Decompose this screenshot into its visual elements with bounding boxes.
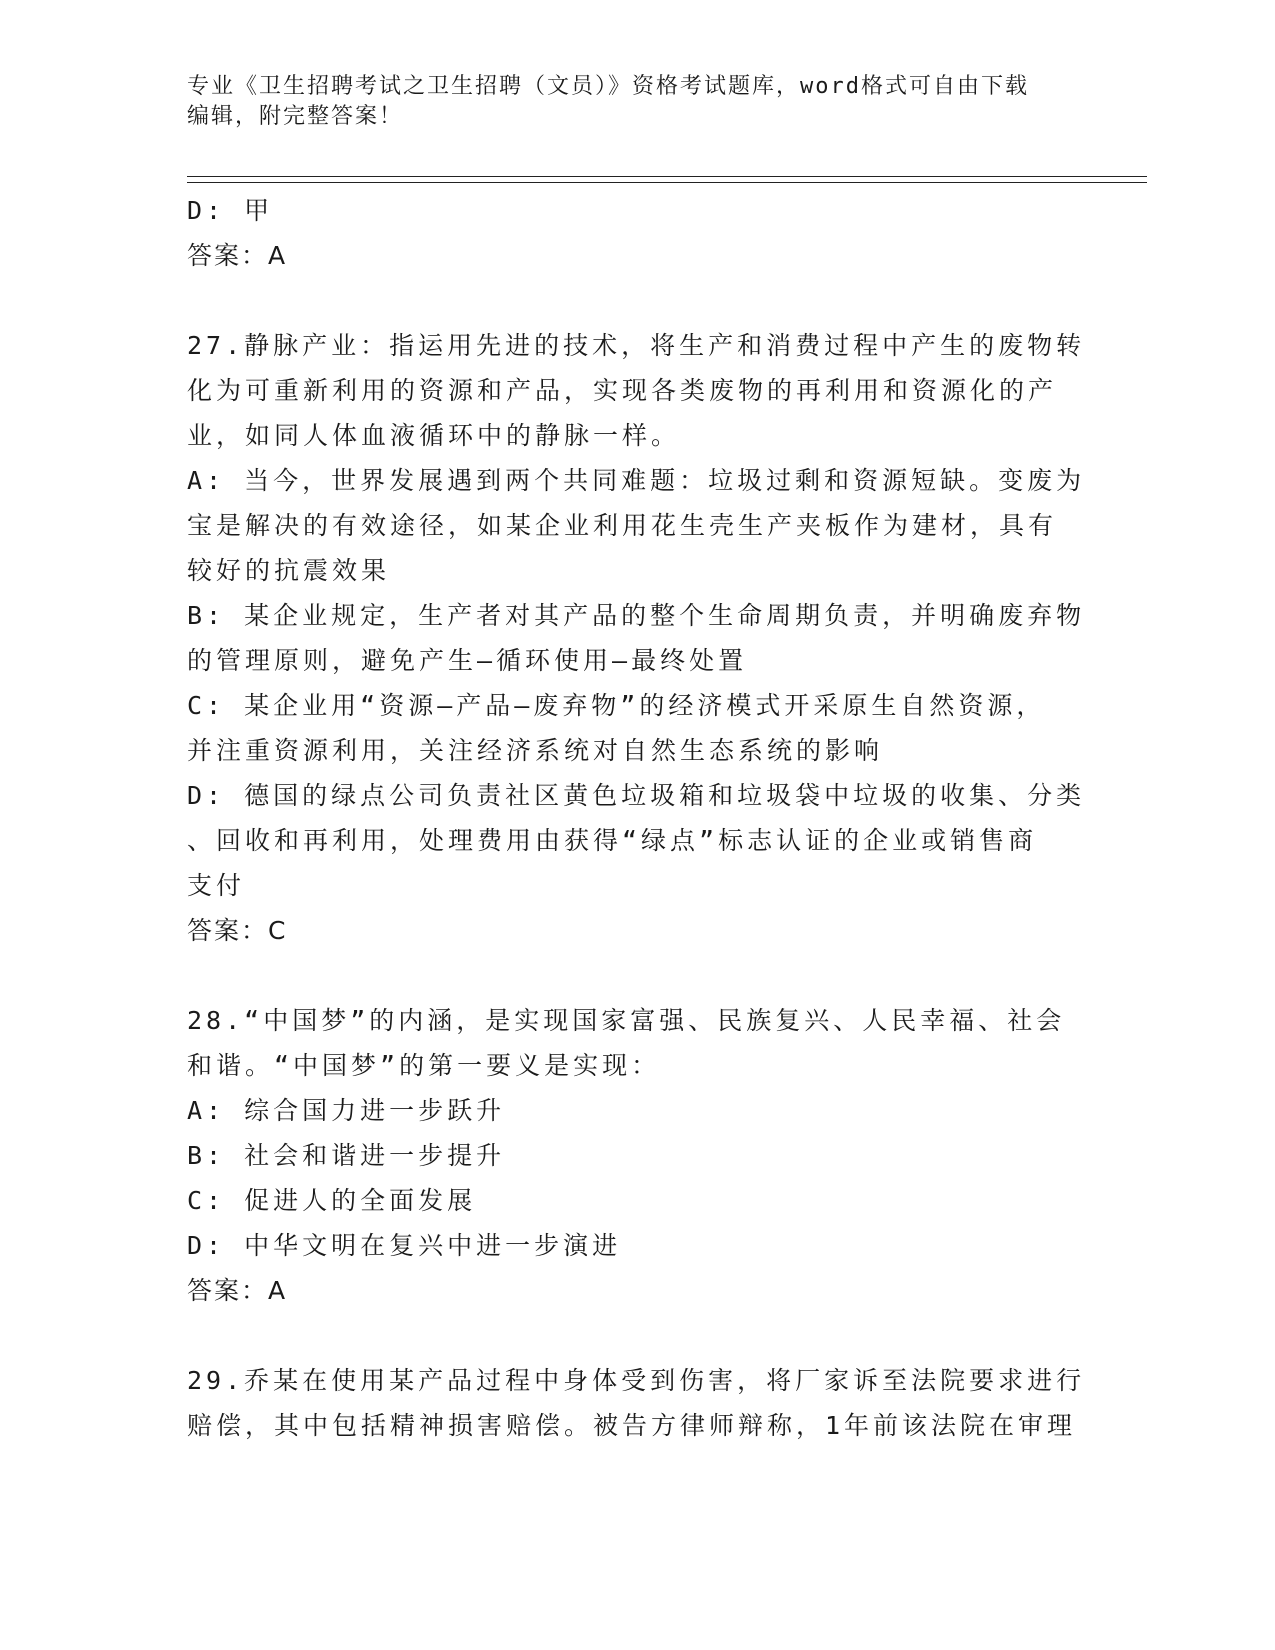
option-a-line: 较好的抗震效果 [187,556,391,585]
option-d: D: 甲 [187,196,274,225]
header-line-1: 专业《卫生招聘考试之卫生招聘（文员）》资格考试题库，word格式可自由下载 [187,74,1029,99]
question-28 [187,998,1087,1313]
option-a-line: A: 当今，世界发展遇到两个共同难题：垃圾过剩和资源短缺。变废为 [187,466,1086,495]
question-stem-line: 28.“中国梦”的内涵，是实现国家富强、民族复兴、人民幸福、社会 [187,1006,1066,1035]
option-a: A: 综合国力进一步跃升 [187,1096,506,1125]
question-27 [187,323,1087,953]
option-b-line: B: 某企业规定，生产者对其产品的整个生命周期负责，并明确废弃物 [187,601,1086,630]
option-d-line: D: 德国的绿点公司负责社区黄色垃圾箱和垃圾袋中垃圾的收集、分类 [187,781,1086,810]
option-c-line: 并注重资源利用，关注经济系统对自然生态系统的影响 [187,736,884,765]
question-spacer [187,1313,1087,1358]
question-spacer [187,953,1087,998]
question-29 [187,1358,1087,1448]
option-d: D: 中华文明在复兴中进一步演进 [187,1231,622,1260]
header-line-2: 编辑，附完整答案！ [187,104,404,129]
answer: 答案：A [187,241,288,270]
question-stem-line: 化为可重新利用的资源和产品，实现各类废物的再利用和资源化的产 [187,376,1058,405]
question-spacer [187,278,1087,323]
option-b: B: 社会和谐进一步提升 [187,1141,506,1170]
option-a-line: 宝是解决的有效途径，如某企业利用花生壳生产夹板作为建材，具有 [187,511,1058,540]
document-header [187,72,1087,132]
option-c: C: 促进人的全面发展 [187,1186,477,1215]
question-stem-line: 27.静脉产业：指运用先进的技术，将生产和消费过程中产生的废物转 [187,331,1086,360]
document-body [187,188,1087,1448]
option-d-line: 支付 [187,871,246,900]
answer: 答案：C [187,916,288,945]
option-d-line: 、回收和再利用，处理费用由获得“绿点”标志认证的企业或销售商 [187,826,1038,855]
header-rule-top [187,176,1147,177]
question-stem-line: 赔偿，其中包括精神损害赔偿。被告方律师辩称，1年前该法院在审理 [187,1411,1077,1440]
question-stem-line: 29.乔某在使用某产品过程中身体受到伤害，将厂家诉至法院要求进行 [187,1366,1086,1395]
header-rule-bottom [187,182,1147,183]
question-stem-line: 和谐。“中国梦”的第一要义是实现： [187,1051,661,1080]
question-stem-line: 业，如同人体血液循环中的静脉一样。 [187,421,681,450]
previous-question-tail [187,188,1087,278]
option-b-line: 的管理原则，避免产生—循环使用—最终处置 [187,646,748,675]
answer: 答案：A [187,1276,288,1305]
option-c-line: C: 某企业用“资源—产品—废弃物”的经济模式开采原生自然资源， [187,691,1046,720]
